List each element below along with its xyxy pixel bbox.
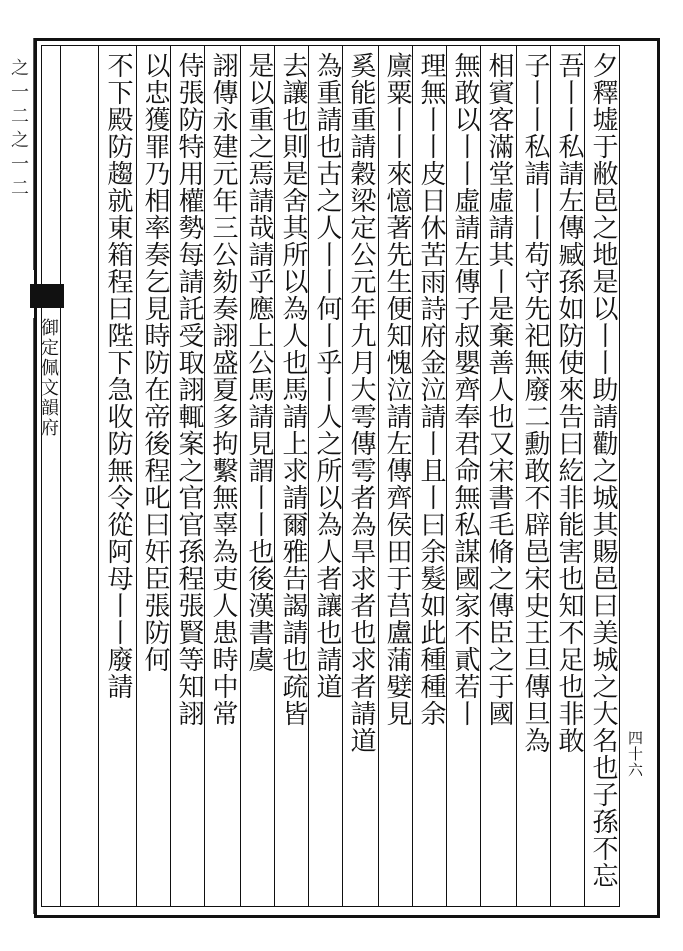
column-rule (98, 46, 99, 906)
page-number: 四十六 (626, 730, 644, 778)
text-column-1: 夕釋墟于敝邑之地是以丨丨助請勸之城其賜邑曰美城之大名也子孫不忘 (588, 52, 618, 889)
text-column-11: 是以重之焉請哉請乎應上公馬請見謂丨丨也後漢書虞 (244, 52, 274, 673)
column-rule (136, 46, 137, 906)
spine-title: 御定佩文韻府 (38, 318, 59, 438)
text-column-5: 無敢以丨丨虛請左傳子叔嬰齊奉君命無私謀國家不貳若丨 (450, 52, 480, 727)
column-rule (240, 46, 241, 906)
text-column-2: 吾丨丨私請左傳臧孫如防使來告曰紇非能害也知不足也非敢 (554, 52, 584, 754)
text-column-6: 理無丨丨皮日休苦雨詩府金泣請丨且丨曰余髮如此種種余 (416, 52, 446, 727)
column-rule (516, 46, 517, 906)
text-column-7: 廪粟丨丨來憶著先生便知愧泣請左傳齊侯田于莒盧蒲嬖見 (382, 52, 412, 727)
text-column-9: 為重請也古之人丨丨何丨乎丨人之所以為人者讓也請道 (312, 52, 342, 700)
text-column-13: 侍張防特用權勢每請託受取詡輒案之官官孫程張賢等知詡 (174, 52, 204, 727)
text-column-15: 不下殿防趨就東箱程曰陛下急收防無令從阿母丨丨廢請 (103, 52, 133, 700)
text-column-12: 詡傳永建元年三公劾奏詡盛夏多拘繫無辜為吏人患時中常 (208, 52, 238, 727)
text-column-14: 以忠獲罪乃相率奏乞見時防在帝後程叱曰奸臣張防何 (140, 52, 170, 673)
text-column-10: 去讓也則是舍其所以為人也馬請上求請爾雅告謁請也疏皆 (278, 52, 308, 727)
left-margin-bottom (0, 318, 34, 914)
margin-fragment: 之一二之一二 (8, 58, 29, 202)
column-rule (378, 46, 379, 906)
text-column-8: 奚能重請穀梁定公元年九月大雩傳雩者為旱求者也求者請道 (346, 52, 376, 754)
text-column-4: 相賓客滿堂虛請其丨是棄善人也又宋書毛脩之傳臣之于國 (484, 52, 514, 727)
text-column-3: 子丨丨私請丨丨苟守先祀無廢二勳敢不辟邑宋史王旦傳旦為 (520, 52, 550, 754)
gutter-rule (60, 46, 61, 906)
